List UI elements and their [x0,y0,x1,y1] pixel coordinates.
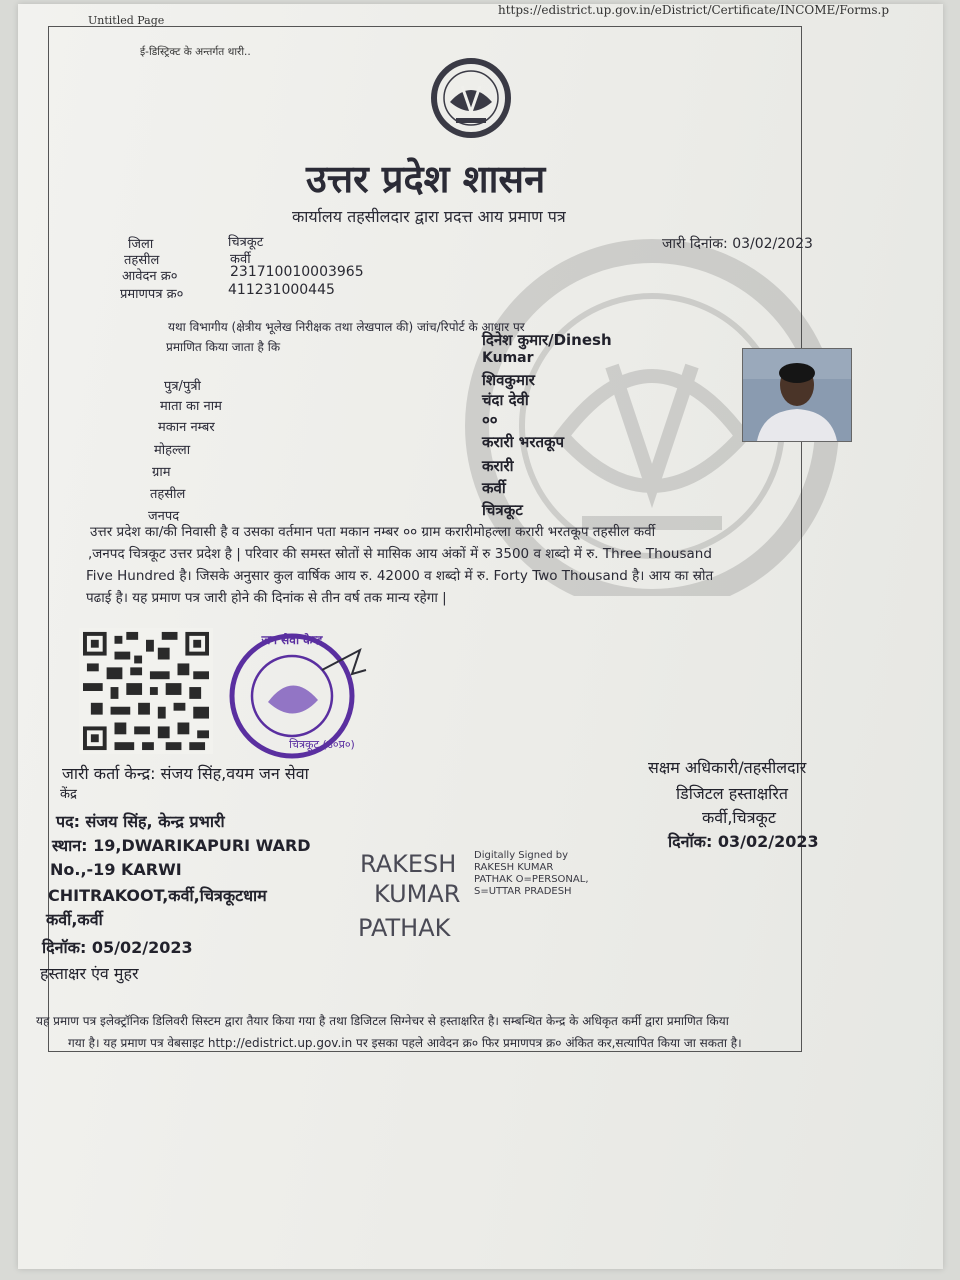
footer-line-1: यह प्रमाण पत्र इलेक्ट्रॉनिक डिलिवरी सिस्टम द्वारा तैयार किया गया है तथा डिजिटल सिग्नेचर से हस्ताक्षरित है। सम्बन्धित केन्द्र के अधिकृत कर्मी द्वारा प्रमाणित किया [36,1014,729,1028]
digitally-signed-label: डिजिटल हस्ताक्षरित [676,784,788,803]
signer-name-3: PATHAK [358,914,451,942]
issue-date: जारी दिनांक: 03/02/2023 [662,236,813,252]
issuing-center-cont: केंद्र [60,787,77,802]
digital-sig-line-1: Digitally Signed by [474,850,569,861]
print-page-title: Untitled Page [88,14,165,27]
field-tehsil-value: कर्वी [482,479,506,497]
up-emblem-icon [418,58,524,142]
issuer-place-1: स्थान: 19,DWARIKAPURI WARD [52,836,311,855]
residence-line-3: Five Hundred है। जिसके अनुसार कुल वार्षिक आय रु. 42000 व शब्दो में रु. Forty Two Thousand है। आय का स्रोत [86,568,714,584]
village-label: ग्राम [152,465,171,480]
residence-line-1: उत्तर प्रदेश का/की निवासी है व उसका वर्तमान पता मकान नम्बर ०० ग्राम करारीमोहल्ला करारी भरतकूप तहसील कर्वी [90,524,656,540]
father-value: शिवकुमार [482,371,535,389]
footer-line-2: गया है। यह प्रमाण पत्र वेबसाइट http://edistrict.up.gov.in पर इसका पहले आवेदन क्र० फिर प्रमाणपत्र क्र० अंकित कर,सत्यापित किया जा सकता है। [68,1036,742,1050]
application-number: 231710010003965 [230,264,364,280]
edistrict-note: ई-डिस्ट्रिक्ट के अन्तर्गत थारी.. [140,46,251,58]
mohalla-value: करारी भरतकूप [482,433,565,451]
person-photo-icon [743,349,851,441]
digital-sig-line-2: RAKESH KUMAR [474,862,554,873]
officer-date: दिनॉक: 03/02/2023 [668,832,819,851]
residence-line-4: पढाई है। यह प्रमाण पत्र जारी होने की दिनांक से तीन वर्ष तक मान्य रहेगा | [86,590,447,606]
issuer-place-4: कर्वी,कर्वी [46,910,103,929]
print-url: https://edistrict.up.gov.in/eDistrict/Certificate/INCOME/Forms.p [498,3,890,17]
father-label: पुत्र/पुत्री [164,379,201,394]
certificate-number: 411231000445 [228,282,335,298]
officer-title: सक्षम अधिकारी/तहसीलदार [648,758,807,777]
mohalla-label: मोहल्ला [154,443,191,458]
intro-line-2: प्रमाणित किया जाता है कि [166,340,281,354]
issuing-center: जारी कर्ता केन्द्र: संजय सिंह,वयम जन सेवा [62,764,309,783]
issuer-date: दिनॉक: 05/02/2023 [42,938,193,957]
applicant-photo [742,348,852,442]
mother-value: चंदा देवी [482,391,529,409]
officer-place: कर्वी,चित्रकूट [702,808,776,827]
signer-name-1: RAKESH [360,850,457,878]
stamp-center-text: चित्रकूट (उ०प्र०) [289,738,355,751]
applicant-name-cont: Kumar [482,350,534,366]
certificate-label: प्रमाणपत्र क्र० [120,287,184,302]
intro-line-1: यथा विभागीय (क्षेत्रीय भूलेख निरीक्षक तथा लेखपाल की) जांच/रिपोर्ट के आधार पर [168,320,525,334]
qr-code-icon [78,628,214,754]
tehsil-value: कर्वी [230,252,251,267]
house-value: ०० [482,411,498,429]
field-tehsil-label: तहसील [150,487,186,502]
issuer-place-2: No.,-19 KARWI [50,860,182,879]
digital-signature-details [474,850,589,898]
applicant-name: दिनेश कुमार/Dinesh [482,331,612,349]
jan-seva-kendra-stamp [222,630,372,762]
house-label: मकान नम्बर [158,420,215,435]
tehsil-label: तहसील [124,253,160,268]
issuer-post: पद: संजय सिंह, केन्द्र प्रभारी [56,812,225,831]
issuer-place-3: CHITRAKOOT,कर्वी,चित्रकूटधाम [48,886,267,905]
government-title: उत्तर प्रदेश शासन [306,157,546,201]
certificate-subtitle: कार्यालय तहसीलदार द्वारा प्रदत्त आय प्रमाण पत्र [292,207,566,226]
application-label: आवेदन क्र० [122,269,178,284]
digital-sig-line-3: PATHAK O=PERSONAL, [474,874,589,885]
digital-sig-line-4: S=UTTAR PRADESH [474,886,572,897]
residence-line-2: ,जनपद चित्रकूट उत्तर प्रदेश है | परिवार की समस्त स्रोतों से मासिक आय अंकों में रु 3500 व शब्दो में रु. Three Thousand [88,546,712,562]
district-label: जिला [128,237,154,252]
district-value: चित्रकूट [228,235,264,250]
village-value: करारी [482,457,514,475]
janpad-value: चित्रकूट [482,501,523,519]
stamp-ring-text: जन सेवा केन्द्र [261,633,323,647]
mother-label: माता का नाम [160,399,222,414]
janpad-label: जनपद [148,509,180,524]
signature-and-seal: हस्ताक्षर एंव मुहर [40,964,139,983]
signer-name-2: KUMAR [374,880,461,908]
